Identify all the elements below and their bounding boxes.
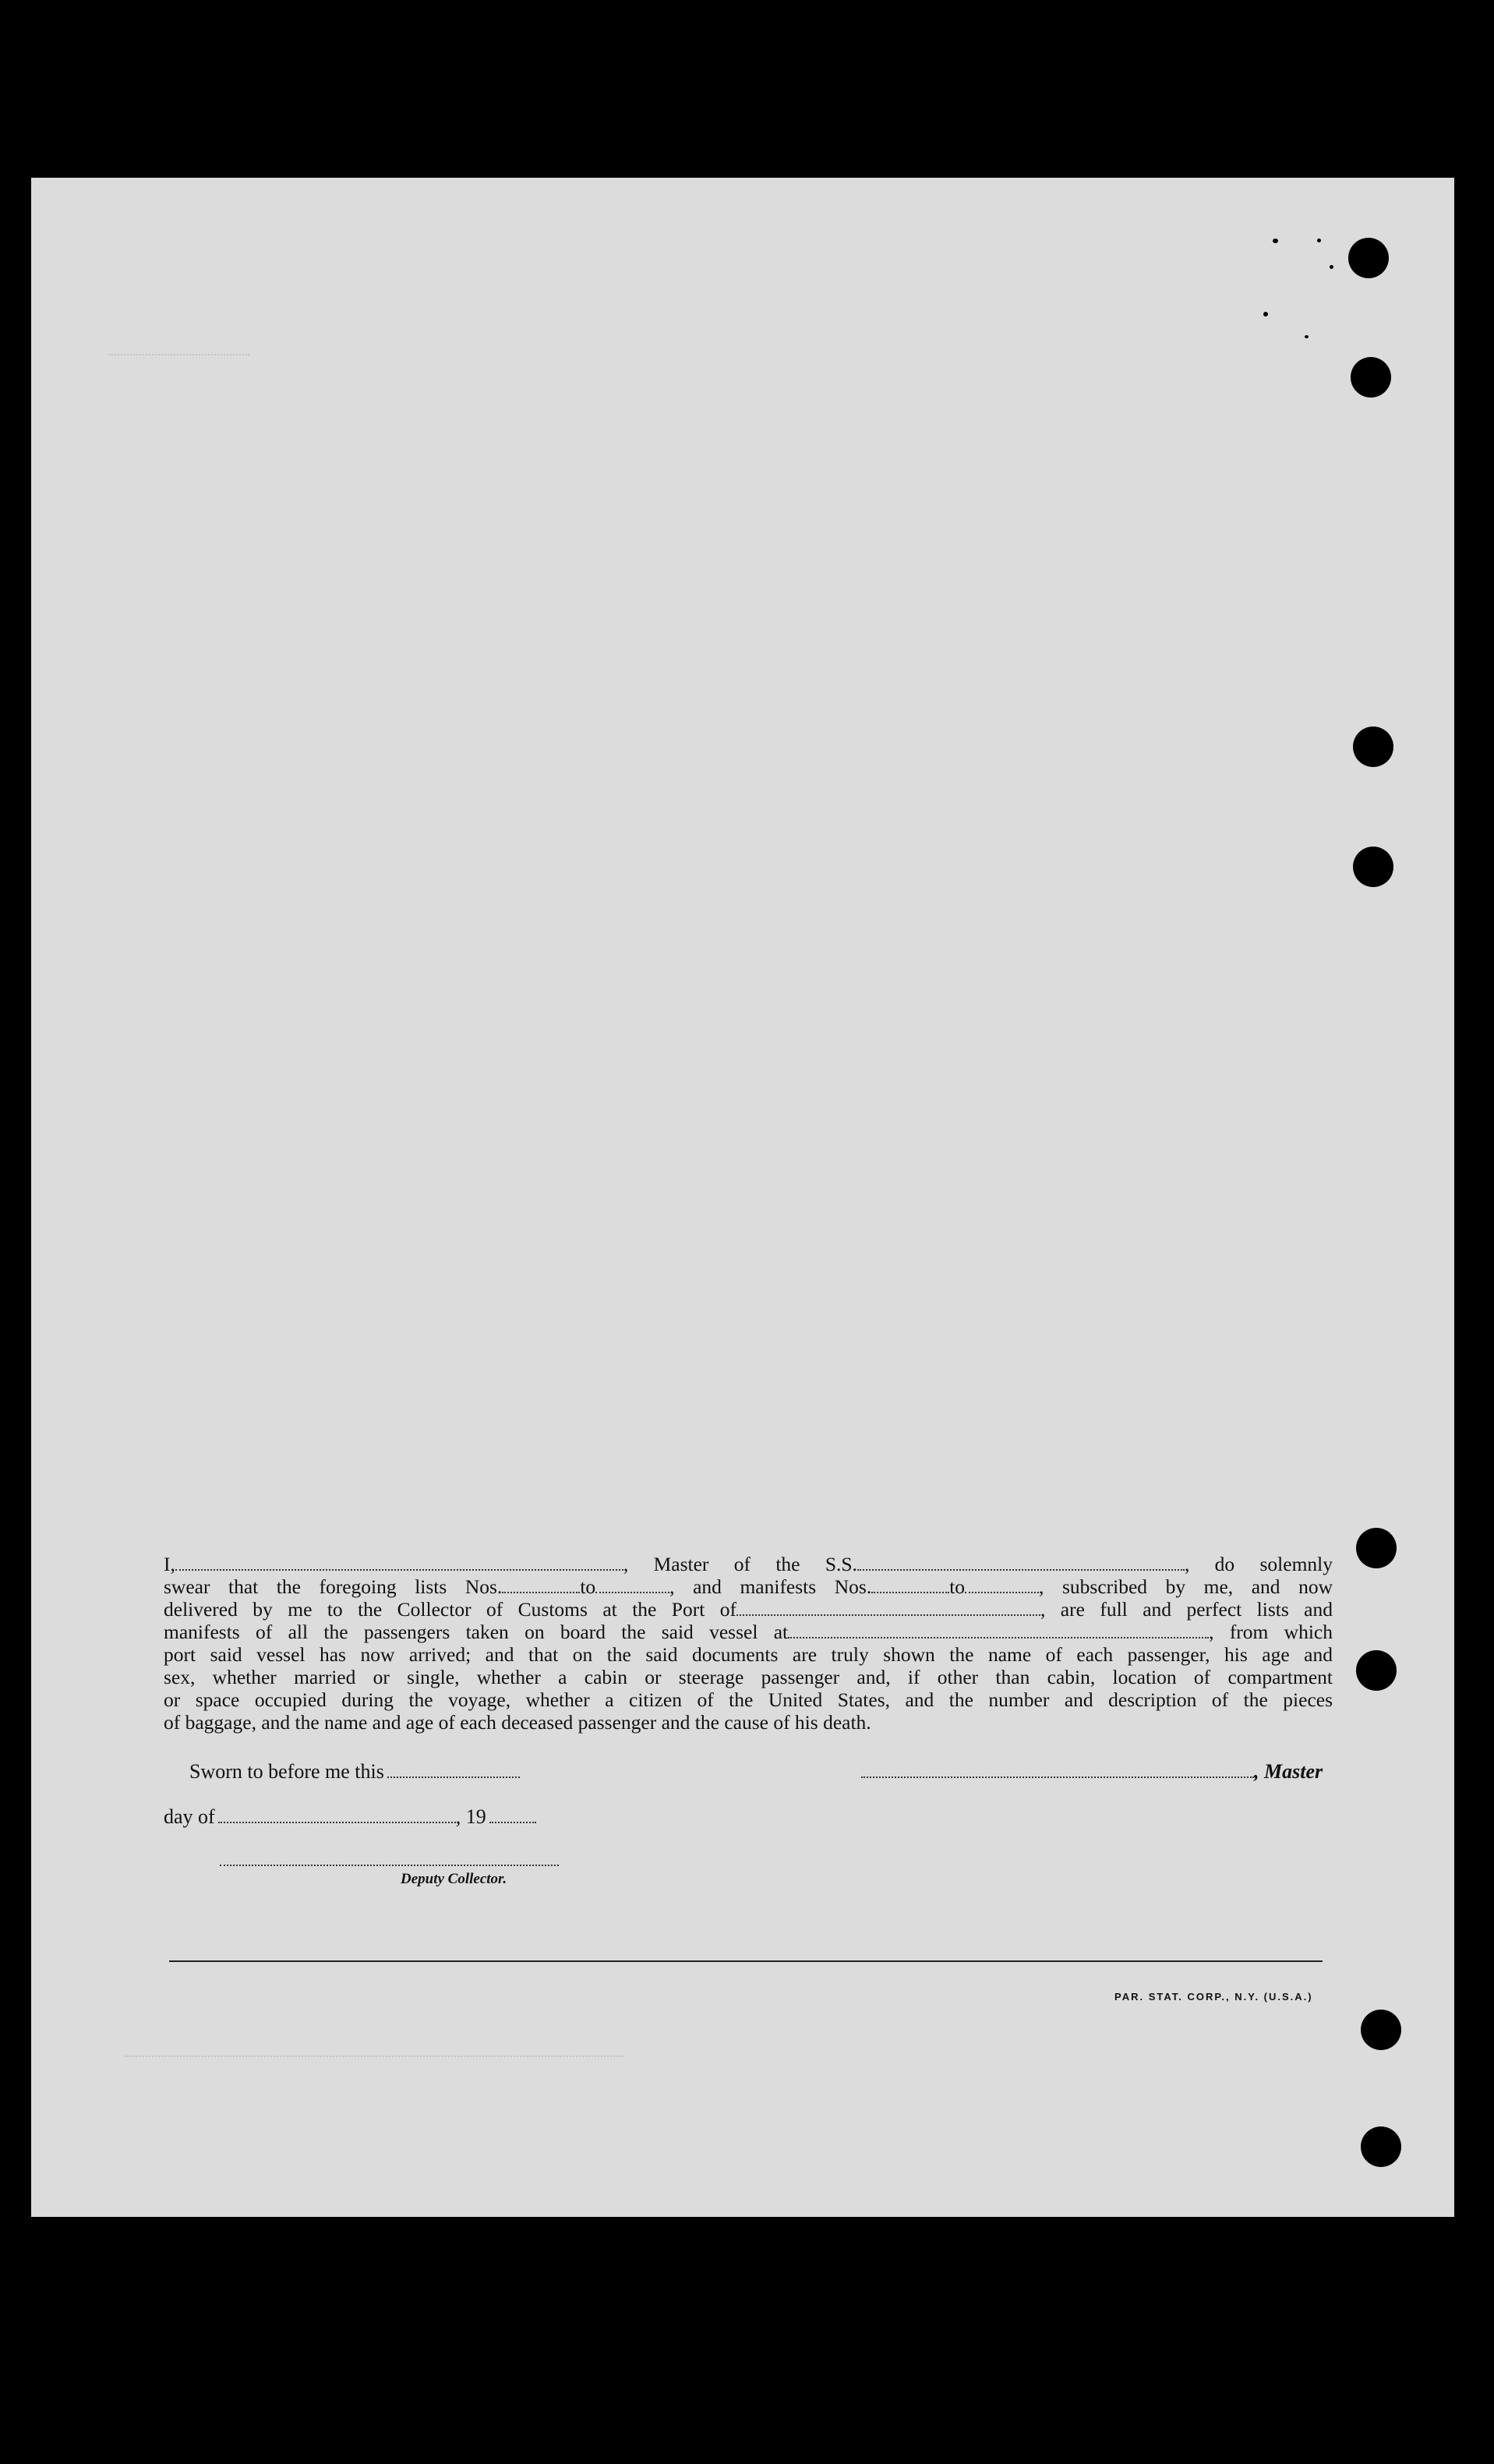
printer-credit: PAR. STAT. CORP., N.Y. (U.S.A.) (1114, 1991, 1313, 2003)
binder-hole (1348, 238, 1389, 278)
faint-rule (109, 352, 249, 355)
deputy-collector-label: Deputy Collector. (401, 1871, 507, 1887)
oath-line-1: I, , Master of the S.S. , do solemnly (164, 1553, 1333, 1575)
binder-hole (1361, 2126, 1401, 2167)
speck-mark (495, 2409, 506, 2418)
binder-hole (1353, 847, 1393, 887)
oath-paragraph (164, 1553, 1333, 1734)
oath-line-6: sex, whether married or single, whether a cabin or steerage passenger and, if other than cabin, location of compartment (164, 1666, 1333, 1688)
speck-mark (1305, 335, 1309, 338)
binder-hole (1356, 1650, 1397, 1691)
binder-hole (1361, 2010, 1401, 2050)
oath-line-8: of baggage, and the name and age of each deceased passenger and the cause of his death. (164, 1711, 871, 1734)
oath-line-4: manifests of all the passengers taken on board the said vessel at , from which (164, 1621, 1333, 1643)
oath-line-7: or space occupied during the voyage, whether a citizen of the United States, and the number and description of the pieces (164, 1688, 1333, 1711)
deputy-collector-line (220, 1865, 559, 1866)
day-of-line: day of , 19 (164, 1805, 536, 1829)
oath-line-5: port said vessel has now arrived; and that on the said documents are truly shown the name of each passenger, his age and (164, 1643, 1333, 1666)
faint-rule (125, 2054, 623, 2057)
binder-hole (1351, 357, 1391, 398)
binder-hole (1353, 726, 1393, 767)
binder-hole (1356, 1528, 1397, 1568)
sworn-label: Sworn to before me this (189, 1760, 520, 1783)
speck-mark (1317, 239, 1321, 242)
oath-line-3: delivered by me to the Collector of Customs at the Port of , are full and perfect lists and (164, 1598, 1333, 1621)
speck-mark (1330, 265, 1333, 269)
oath-line-2: swear that the foregoing lists Nos. to , and manifests Nos. to , subscribed by me, and now (164, 1575, 1333, 1598)
speck-mark (1263, 312, 1268, 316)
speck-mark (1273, 239, 1278, 243)
document-page (31, 178, 1454, 2217)
bottom-rule (169, 1960, 1323, 1962)
master-signature-line: , Master (861, 1760, 1323, 1783)
